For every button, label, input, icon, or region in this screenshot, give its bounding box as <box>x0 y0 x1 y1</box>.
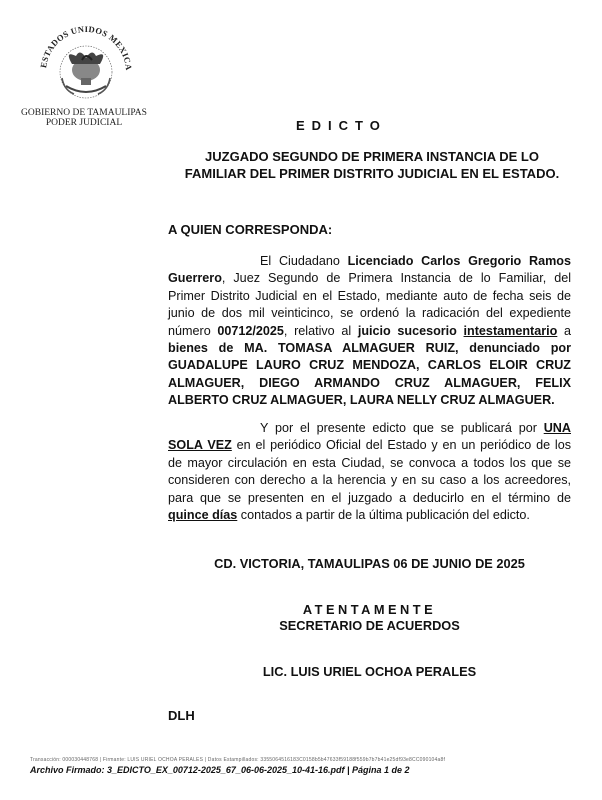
p2-text-1: Y por el presente edicto que se publicará por <box>260 421 544 435</box>
signer-name: LIC. LUIS URIEL OCHOA PERALES <box>262 664 477 679</box>
signature-metadata: Transacción: 000030448768 | Firmante: LUIS URIEL OCHOA PERALES | Datos Estampillados: 3355064516183C0158b5b47633f59188f559b7b7b41e25df93e8CC090104a8f <box>30 757 446 763</box>
court-name-line-1: JUZGADO SEGUNDO DE PRIMERA INSTANCIA DE LO <box>205 149 539 164</box>
coat-of-arms-seal <box>26 20 144 102</box>
judge-name: Licenciado Carlos Gregorio Ramos Guerrero <box>168 254 571 286</box>
addressee: A QUIEN CORRESPONDA: <box>168 222 333 237</box>
gov-line-1: GOBIERNO DE TAMAULIPAS <box>21 108 147 118</box>
document-title: EDICTO <box>296 118 387 133</box>
p1-text-1: El Ciudadano <box>260 254 348 268</box>
deadline-term: quince días <box>168 508 238 523</box>
parties-text: bienes de MA. TOMASA ALMAGUER RUIZ, denunciado por GUADALUPE LAURO CRUZ MENDOZA, CARLOS ELOIR CRUZ ALMAGUER, DIEGO ARMANDO CRUZ ALMAGUER, FELIX ALBERTO CRUZ ALMAGUER, LAURA NELLY CRUZ ALMAGUER. <box>168 341 571 408</box>
gov-line-2: PODER JUDICIAL <box>45 118 123 128</box>
p1-text-5: a <box>557 323 571 338</box>
paragraph-2 <box>168 420 571 524</box>
svg-text:ESTADOS UNIDOS MEXICANOS: ESTADOS UNIDOS MEXICA <box>38 23 135 71</box>
p2-text-3: contados a partir de la última publicación del edicto. <box>237 508 530 523</box>
initials: DLH <box>168 708 195 723</box>
signer-position: SECRETARIO DE ACUERDOS <box>279 618 460 633</box>
closing-greeting: ATENTAMENTE <box>302 602 437 617</box>
paragraph-1 <box>168 253 571 410</box>
court-name-line-2: FAMILIAR DEL PRIMER DISTRITO JUDICIAL EN EL ESTADO. <box>184 166 560 181</box>
intestate-term: intestamentario <box>463 323 558 338</box>
signed-file-info: Archivo Firmado: 3_EDICTO_EX_00712-2025_67_06-06-2025_10-41-16.pdf | Página 1 de 2 <box>30 765 410 775</box>
p1-text-2: , Juez Segundo de Primera Instancia de lo Familiar, del Primer Distrito Judicial en el Estado, mediante auto de fecha seis de junio de dos mil veinticinco, se ordenó la radicación del expediente número <box>168 271 571 338</box>
p2-text-2: en el periódico Oficial del Estado y en un periódico de los de mayor circulación en esta Ciudad, se convoca a todos los que se consideren con derecho a la herencia y en su caso a los acreedores, para que se presenten en el juzgado a deducirlo en el término de <box>168 438 571 505</box>
case-number: 00712/2025 <box>217 323 284 338</box>
place-and-date: CD. VICTORIA, TAMAULIPAS 06 DE JUNIO DE 2025 <box>214 556 525 571</box>
p1-text-4 <box>457 324 464 338</box>
p1-text-3: , relativo al <box>283 323 358 338</box>
trial-type: juicio sucesorio <box>357 323 457 338</box>
eagle-seal-icon <box>26 20 144 102</box>
publication-frequency: UNA SOLA VEZ <box>168 421 571 453</box>
